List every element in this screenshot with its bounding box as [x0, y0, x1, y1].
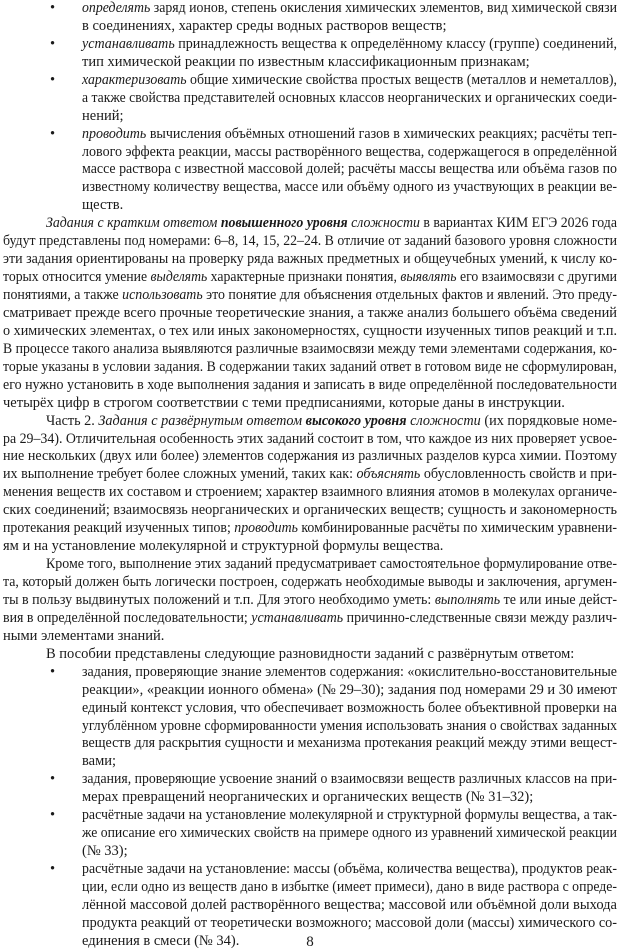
text-run: а также свойства представителей основных классов неорганических и органических соеди- [82, 89, 617, 106]
text-line [3, 592, 617, 610]
bullet-item [3, 72, 617, 126]
bullet-item [3, 0, 617, 36]
italic-text: проводить [82, 125, 147, 142]
bullet-item [3, 807, 617, 861]
bullet-icon: • [50, 663, 56, 680]
italic-text: выполнять [434, 591, 501, 608]
text-line [3, 825, 617, 843]
text-run: продукта реакций от теоретически возможного; массовой доли (массы) химического со- [82, 914, 617, 931]
text-run: расчётные задачи на установление молекулярной и структурной формулы вещества, а так- [82, 807, 617, 824]
text-line [3, 144, 617, 162]
text-line [3, 161, 617, 179]
italic-text: Задания с кратким ответом [46, 215, 221, 232]
text-line [3, 771, 617, 789]
text-line [3, 915, 617, 933]
text-line [3, 664, 617, 682]
bullet-item [3, 771, 617, 807]
text-run: расчётные задачи на установление: массы (объёма, количества вещества), продуктов реак- [82, 861, 617, 877]
paragraph [3, 556, 617, 646]
text-run: реакции», «реакции ионного обмена» (№ 29–30); задания под номерами 29 и 30 имеют [82, 681, 617, 698]
text-run: в соединениях, характер среды водных растворов веществ; [82, 17, 447, 34]
text-run: обусловленность свойств и при- [420, 466, 617, 483]
text-run: их выполнение требует более сложных умений, таких как: [3, 466, 357, 483]
text-line [3, 556, 617, 574]
paragraph [3, 413, 617, 557]
text-run: вами; [82, 753, 117, 770]
text-line [3, 18, 617, 36]
text-line [3, 628, 617, 646]
text-run: четырёх цифр в строгом соответствии с теми предписаниями, которые даны в инструкции. [3, 394, 565, 411]
bullet-icon: • [50, 35, 56, 52]
text-line [3, 431, 617, 449]
text-line [3, 126, 617, 144]
text-run: вычисления объёмных отношений газов в химических реакциях; расчёты теп- [146, 125, 617, 142]
text-line [3, 753, 617, 771]
text-run: его нужно установить в ходе выполнения задания и записать в виде определённой последовательности [3, 376, 617, 393]
text-run: (№ 33); [82, 843, 128, 860]
text-run: в вариантах КИМ ЕГЭ 2026 года [419, 215, 617, 232]
page-number: 8 [306, 934, 314, 950]
text-run: заряд ионов, степень окисления химических элементов, вид химической связи [150, 0, 617, 16]
text-line [3, 789, 617, 807]
text-run: комбинированные расчёты по химическим уравнени- [297, 520, 617, 537]
italic-text: использовать [122, 287, 203, 303]
text-run: характерные признаки понятия, [207, 269, 401, 286]
text-run: это понятие для объяснения отдельных фактов и явлений. Это преду- [202, 287, 617, 303]
text-run: лового эффекта реакции, массы растворённого вещества, содержащегося в определённой [82, 143, 617, 160]
text-line [3, 108, 617, 126]
text-run: единый контекст условия, что обеспечивает возможность более объективной проверки на [82, 699, 617, 716]
text-run: тип химической реакции по известным классификационным признакам; [82, 53, 530, 70]
bullet-icon: • [50, 771, 56, 788]
text-line [3, 520, 617, 538]
text-run: ских соединений; взаимосвязь неорганических и органических веществ; сущность и закономерность [3, 502, 617, 519]
text-run: В пособии представлены следующие разновидности заданий с развёрнутым ответом: [46, 645, 575, 662]
bullet-icon: • [50, 0, 56, 16]
text-line [3, 610, 617, 628]
text-line [3, 323, 617, 341]
text-run: задания, проверяющие усвоение знаний о взаимосвязи веществ различных классов на при- [82, 771, 617, 788]
text-line [3, 538, 617, 556]
text-run: вия в определённой последовательности; [3, 609, 252, 626]
text-run: Часть 2. [46, 412, 99, 429]
text-run: та, который должен быть логически построен, содержать необходимые выводы и заключения, аргумен- [3, 574, 617, 590]
text-run: же описание его химических свойств на примере одного из уравнений химической реакции [82, 825, 617, 842]
text-run: о химических элементах, о тех или иных закономерностях, сущности изученных типов реакций и т.п. [3, 322, 617, 339]
text-line [3, 179, 617, 197]
text-run: ние нескольких (двух или более) элементов содержания из различных разделов курса химии. Поэтому [3, 448, 617, 465]
text-line [3, 879, 617, 897]
text-run: известному количеству вещества, массе или объёму одного из участвующих в реакции ве- [82, 179, 617, 196]
text-run: лённой массовой долей растворённого вещества; массовой или объёмной доли выхода [82, 896, 617, 913]
italic-text: сложности [347, 215, 420, 232]
text-line [3, 54, 617, 72]
text-run: ям и на установление молекулярной и структурной формулы вещества. [3, 538, 444, 555]
text-line [3, 682, 617, 700]
text-run: В процессе такого анализа выявляются различные взаимосвязи между теми элементами содержания, ко- [3, 340, 617, 357]
text-line [3, 700, 617, 718]
text-run: будут представлены под номерами: 6–8, 14, 15, 22–24. В отличие от заданий базового уровня сложности [3, 233, 617, 250]
bullet-item [3, 126, 617, 216]
text-run: задания, проверяющие знание элементов содержания: «окислительно-восстановительные [82, 663, 617, 680]
text-line [3, 807, 617, 825]
text-run: углублённом уровне сформированности умения использовать знания о свойствах заданных [82, 717, 617, 734]
text-run: веществ для раскрытия сущности и механизма протекания реакций между этими вещест- [82, 735, 617, 752]
text-line [3, 197, 617, 215]
text-line [3, 413, 617, 431]
text-line [3, 377, 617, 395]
text-line [3, 269, 617, 287]
text-line [3, 287, 617, 305]
text-run: массе раствора с известной массовой долей; расчёты массы вещества или объёма газов по [82, 161, 617, 178]
italic-text: объяснять [356, 466, 421, 483]
italic-text: определять [82, 0, 151, 16]
bullet-icon: • [50, 125, 56, 142]
text-run: эти задания ориентированы на проверку ряда важных предметных и общеучебных умений, к числу ко- [3, 251, 617, 268]
text-run: менения веществ их составом и строением; характер взаимного влияния атомов в молекулах органиче- [3, 484, 617, 501]
text-run: те или иные дейст- [500, 591, 617, 608]
italic-text: выделять [150, 269, 208, 286]
text-line [3, 735, 617, 753]
text-line [3, 36, 617, 54]
italic-text: устанавливать [251, 609, 344, 626]
text-run: торых относится умение [3, 269, 151, 286]
text-line [3, 646, 617, 664]
text-run: ными элементами знаний. [3, 627, 165, 644]
italic-text: Задания с развёрнутым ответом [98, 412, 306, 429]
paragraph [3, 215, 617, 412]
text-line [3, 341, 617, 359]
text-run: понятиями, а также [3, 287, 123, 303]
text-run: (их порядковые номе- [480, 412, 617, 429]
text-run: Кроме того, выполнение этих заданий предусматривает самостоятельное формулирование отве- [46, 556, 617, 573]
bullet-item [3, 36, 617, 72]
text-run: мерах превращений неорганических и органических веществ (№ 31–32); [82, 789, 534, 806]
italic-text: выявлять [400, 269, 457, 286]
text-line [3, 484, 617, 502]
text-line [3, 233, 617, 251]
text-run: сматривает прежде всего прочные теоретические знания, а также анализ большего объёма сведений [3, 304, 617, 321]
text-run: ра 29–34). Отличительная особенность этих заданий состоит в том, что каждое из них проверяет усвое- [3, 430, 617, 447]
text-run: причинно-следственные связи между различ- [343, 609, 617, 626]
paragraph [3, 646, 617, 664]
bullet-icon: • [50, 807, 56, 824]
text-line [3, 395, 617, 413]
text-line [3, 90, 617, 108]
text-run: торые указаны в условии задания. В содержании таких заданий ответ в готовом виде не сформулирован, [3, 358, 617, 375]
text-line [3, 305, 617, 323]
document-body [3, 0, 617, 951]
italic-text: устанавливать [82, 35, 175, 52]
text-line [3, 861, 617, 879]
text-line [3, 466, 617, 484]
text-line [3, 0, 617, 18]
text-run: единения в смеси (№ 34). [82, 932, 240, 949]
text-line [3, 448, 617, 466]
text-line [3, 574, 617, 592]
text-line [3, 251, 617, 269]
text-line [3, 718, 617, 736]
text-run: его взаимосвязи с другими [456, 269, 617, 286]
italic-text: сложности [406, 412, 481, 429]
text-line [3, 359, 617, 377]
text-run: общие химические свойства простых веществ (металлов и неметаллов), [186, 71, 617, 88]
text-line [3, 897, 617, 915]
italic-text: характеризовать [82, 71, 187, 88]
text-run: ществ. [82, 197, 124, 214]
text-run: ции, если одно из веществ дано в избытке (имеет примеси), дано в виде раствора с опреде- [82, 878, 617, 895]
text-run: ты в пользу выдвинутых положений и т.п. Для этого необходимо уметь: [3, 591, 435, 608]
bold-italic-text: повышенного уровня [220, 215, 348, 232]
bullet-icon: • [50, 861, 56, 877]
bold-italic-text: высокого уровня [305, 412, 407, 429]
text-line [3, 502, 617, 520]
bullet-icon: • [50, 71, 56, 88]
text-run: нений; [82, 107, 124, 124]
text-line [3, 215, 617, 233]
text-run: принадлежность вещества к определённому классу (группе) соединений, [174, 35, 617, 52]
text-run: протекания реакций изученных типов; [3, 520, 235, 537]
bullet-item [3, 664, 617, 772]
text-line [3, 72, 617, 90]
text-line [3, 843, 617, 861]
italic-text: проводить [234, 520, 298, 537]
